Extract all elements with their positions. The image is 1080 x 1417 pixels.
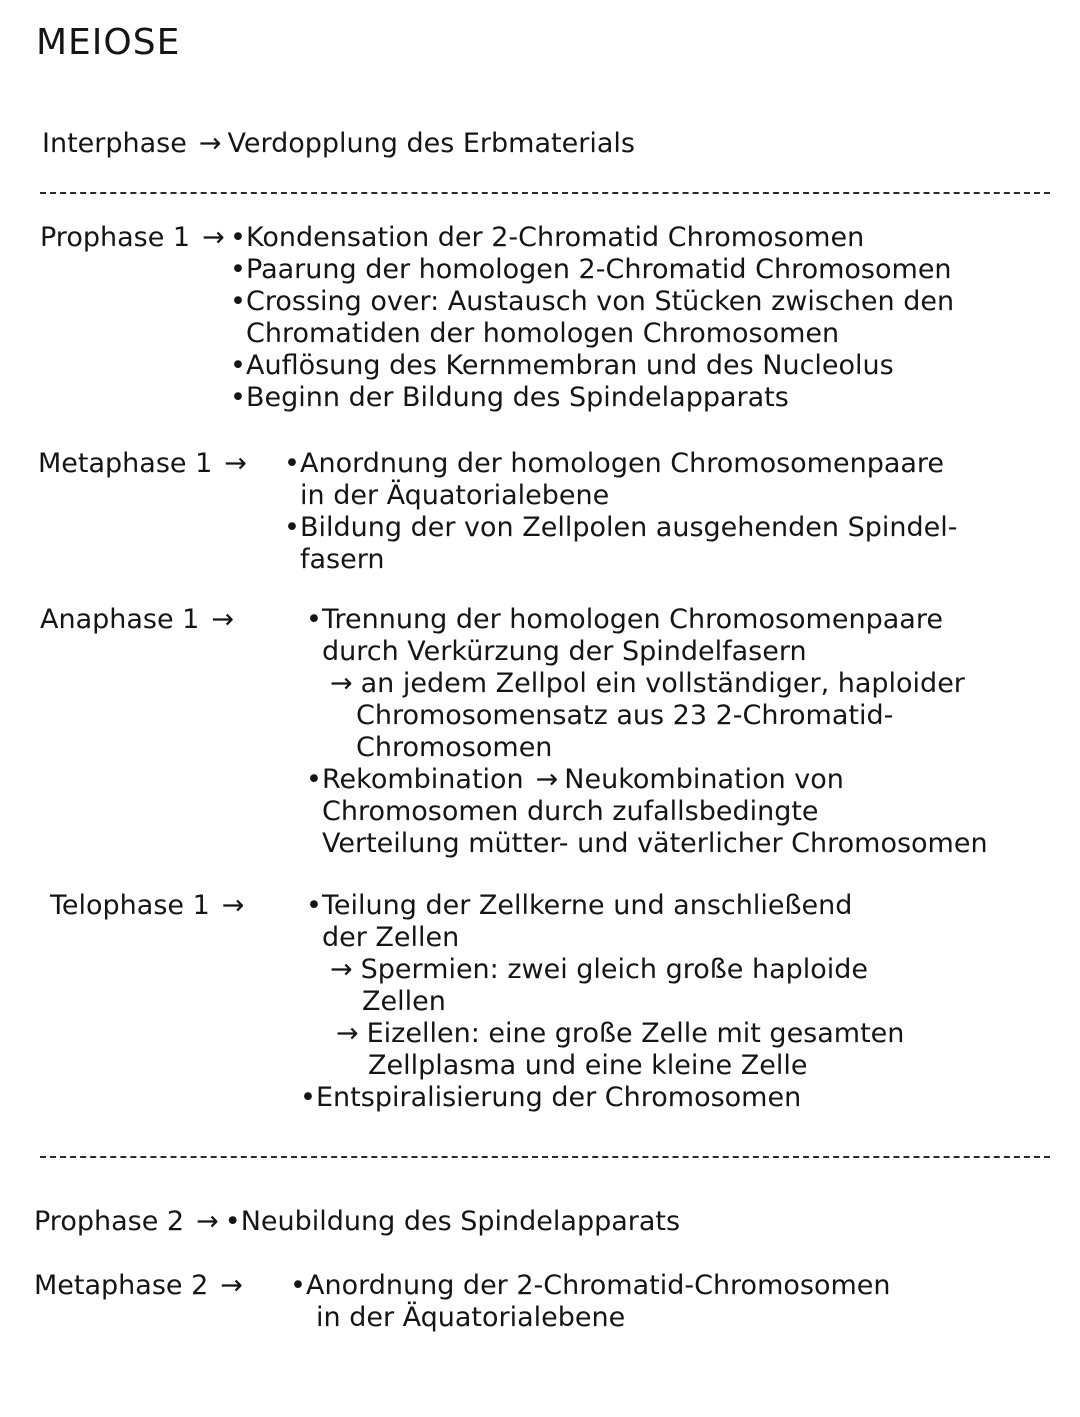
telophase1-line <box>322 922 459 954</box>
prophase2-row <box>34 1206 680 1238</box>
metaphase1-text: fasern <box>300 544 385 575</box>
telophase1-text: der Zellen <box>322 922 460 953</box>
prophase1-label: Prophase 1 <box>40 222 191 253</box>
bullet-icon: • <box>284 512 300 543</box>
telophase1-text: Zellplasma und eine kleine Zelle <box>368 1050 808 1081</box>
telophase1-text: Spermien: zwei gleich große haploide <box>360 954 869 985</box>
anaphase1-line <box>306 604 943 636</box>
dashed-divider <box>40 1156 1050 1160</box>
prophase1-text: Crossing over: Austausch von Stücken zwischen den <box>246 286 955 317</box>
metaphase1-text: Anordnung der homologen Chromosomenpaare <box>300 448 945 479</box>
metaphase2-label: Metaphase 2 <box>34 1270 209 1301</box>
anaphase1-text: Chromosomen <box>356 732 553 763</box>
interphase-row <box>42 128 635 160</box>
anaphase1-text: Chromosomensatz aus 23 2-Chromatid- <box>356 700 894 731</box>
dashed-divider <box>40 192 1050 196</box>
interphase-text: Verdopplung des Erbmaterials <box>227 128 635 159</box>
anaphase1-line <box>330 668 965 700</box>
telophase1-line <box>362 986 446 1018</box>
metaphase1-text: Bildung der von Zellpolen ausgehenden Spindel- <box>300 512 958 543</box>
bullet-icon: • <box>290 1270 306 1301</box>
telophase1-line <box>330 954 868 986</box>
interphase-label: Interphase <box>42 128 187 159</box>
telophase1-text: Zellen <box>362 986 446 1017</box>
anaphase1-line <box>356 700 893 732</box>
bullet-icon: • <box>224 1206 241 1237</box>
telophase1-text: Entspiralisierung der Chromosomen <box>316 1082 802 1113</box>
telophase1-text: Eizellen: eine große Zelle mit gesamten <box>366 1018 905 1049</box>
prophase1-line <box>230 286 954 318</box>
bullet-icon: • <box>230 286 246 317</box>
metaphase2-label-row <box>34 1270 249 1302</box>
metaphase2-line <box>316 1302 625 1334</box>
anaphase1-text: Neukombination von <box>564 764 844 795</box>
anaphase1-line <box>322 828 988 860</box>
telophase1-label-row <box>50 890 250 922</box>
prophase1-label-row <box>40 222 231 254</box>
anaphase1-text: Trennung der homologen Chromosomenpaare <box>322 604 943 635</box>
anaphase1-line <box>322 636 807 668</box>
anaphase1-text: Chromosomen durch zufallsbedingte <box>322 796 819 827</box>
bullet-icon: • <box>306 890 322 921</box>
arrow-icon: → <box>330 668 353 699</box>
metaphase2-line <box>290 1270 891 1302</box>
arrow-icon: → <box>198 128 222 159</box>
anaphase1-text: Rekombination <box>322 764 524 795</box>
arrow-icon: → <box>330 954 353 985</box>
prophase1-text: Chromatiden der homologen Chromosomen <box>246 318 840 349</box>
telophase1-line <box>368 1050 807 1082</box>
anaphase1-label-row <box>40 604 240 636</box>
prophase1-line <box>246 318 839 350</box>
arrow-icon: → <box>211 604 234 635</box>
bullet-icon: • <box>230 222 246 253</box>
prophase1-text: Paarung der homologen 2-Chromatid Chromosomen <box>246 254 952 285</box>
prophase2-text: Neubildung des Spindelapparats <box>240 1206 681 1237</box>
prophase1-text: Beginn der Bildung des Spindelapparats <box>246 382 789 413</box>
prophase2-label: Prophase 2 <box>34 1206 185 1237</box>
prophase1-line <box>230 254 952 286</box>
anaphase1-text: an jedem Zellpol ein vollständiger, haploider <box>360 668 965 699</box>
bullet-icon: • <box>230 254 246 285</box>
metaphase1-text: in der Äquatorialebene <box>300 480 610 511</box>
telophase1-line <box>336 1018 904 1050</box>
telophase1-line <box>300 1082 801 1114</box>
arrow-icon: → <box>221 890 245 921</box>
bullet-icon: • <box>300 1082 316 1113</box>
bullet-icon: • <box>284 448 300 479</box>
metaphase1-label-row <box>38 448 253 480</box>
anaphase1-line <box>306 764 844 796</box>
prophase1-text: Auflösung des Kernmembran und des Nucleolus <box>246 350 894 381</box>
metaphase1-label: Metaphase 1 <box>38 448 213 479</box>
anaphase1-line <box>356 732 552 764</box>
telophase1-line <box>306 890 852 922</box>
arrow-icon: → <box>535 764 559 795</box>
metaphase1-line <box>300 544 384 576</box>
prophase1-text: Kondensation der 2-Chromatid Chromosomen <box>246 222 865 253</box>
prophase1-line <box>230 222 864 254</box>
arrow-icon: → <box>220 1270 243 1301</box>
bullet-icon: • <box>306 764 322 795</box>
anaphase1-text: durch Verkürzung der Spindelfasern <box>322 636 807 667</box>
prophase1-line <box>230 382 789 414</box>
bullet-icon: • <box>306 604 322 635</box>
metaphase2-text: Anordnung der 2-Chromatid-Chromosomen <box>306 1270 891 1301</box>
bullet-icon: • <box>230 350 246 381</box>
bullet-icon: • <box>230 382 246 413</box>
arrow-icon: → <box>196 1206 219 1237</box>
metaphase1-line <box>284 512 957 544</box>
arrow-icon: → <box>202 222 225 253</box>
metaphase2-text: in der Äquatorialebene <box>316 1302 626 1333</box>
anaphase1-label: Anaphase 1 <box>40 604 200 635</box>
anaphase1-text: Verteilung mütter- und väterlicher Chromosomen <box>322 828 988 859</box>
page-title: MEIOSE <box>36 22 181 63</box>
telophase1-label: Telophase 1 <box>50 890 210 921</box>
metaphase1-line <box>284 448 944 480</box>
prophase1-line <box>230 350 894 382</box>
arrow-icon: → <box>224 448 247 479</box>
anaphase1-line <box>322 796 819 828</box>
arrow-icon: → <box>336 1018 359 1049</box>
metaphase1-line <box>300 480 609 512</box>
telophase1-text: Teilung der Zellkerne und anschließend <box>322 890 853 921</box>
